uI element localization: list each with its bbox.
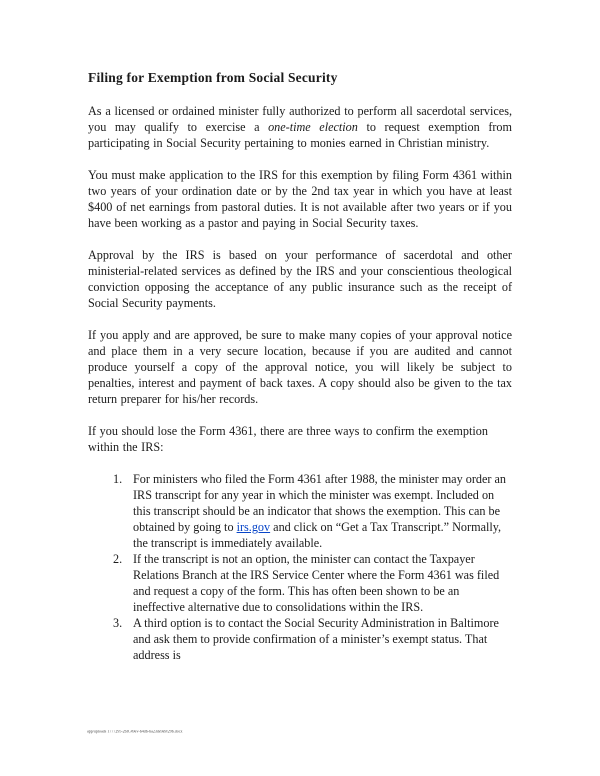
list-item	[88, 471, 512, 551]
paragraph-intro	[88, 103, 512, 151]
footer-filepath: app/uploads 1777295-2bfC49ev-b4db-ba23de9a9f29b.docx	[87, 730, 183, 734]
list-item-text-part: For ministers who filed the Form 4361 after 1988, the minister may order an IRS transcript for any year in which the minister was exempt. Included on this transcript should be an indicator that shows the exemption. This can be obtained by going to	[133, 472, 506, 534]
list-item	[88, 615, 512, 663]
list-item-text: A third option is to contact the Social Security Administration in Baltimore and ask them to provide confirmation of a minister’s exempt status. That address is	[133, 616, 499, 662]
list-item-number: 2.	[113, 552, 123, 566]
list-item-text-part: and click on “Get a Tax Transcript.” Normally, the transcript is immediately available.	[133, 520, 502, 550]
list-intro: If you should lose the Form 4361, there are three ways to confirm the exemption within the IRS:	[88, 424, 488, 454]
paragraph-copies: If you apply and are approved, be sure to make many copies of your approval notice and place them in a very secure location, because if you are audited and cannot produce yourself a copy of the approval notice, you will likely be subject to penalties, interest and payment of back taxes. A copy should also be given to the tax return preparer for his/her records.	[88, 328, 512, 406]
paragraph-text: As a licensed or ordained minister fully authorized to perform all sacerdotal services, you may qualify to exercise a	[88, 104, 512, 134]
italic-phrase: one-time election	[268, 120, 358, 134]
paragraph-text: to request exemption from participating in Social Security pertaining to monies earned in Christian ministry.	[88, 120, 513, 150]
numbered-list	[88, 471, 512, 663]
list-item-text	[133, 471, 512, 551]
list-item-number: 1.	[113, 472, 123, 486]
list-item-number: 3.	[113, 616, 123, 630]
document-title: Filing for Exemption from Social Security	[88, 70, 338, 85]
paragraph-approval: Approval by the IRS is based on your performance of sacerdotal and other ministerial-related services as defined by the IRS and your conscientious theological conviction opposing the acceptance of any public insurance such as the receipt of Social Security payments.	[88, 248, 512, 310]
list-item-text: If the transcript is not an option, the minister can contact the Taxpayer Relations Branch at the IRS Service Center where the Form 4361 was filed and request a copy of the form. This has often been shown to be an ineffective alternative due to consolidations within the IRS.	[133, 552, 500, 614]
list-item	[88, 551, 512, 615]
irs-gov-link[interactable]: irs.gov	[236, 520, 271, 534]
paragraph-application: You must make application to the IRS for this exemption by filing Form 4361 within two years of your ordination date or by the 2nd tax year in which you have at least $400 of net earnings from pastoral duties. It is not available after two years or if you have been working as a pastor and paying in Social Security taxes.	[88, 168, 512, 230]
